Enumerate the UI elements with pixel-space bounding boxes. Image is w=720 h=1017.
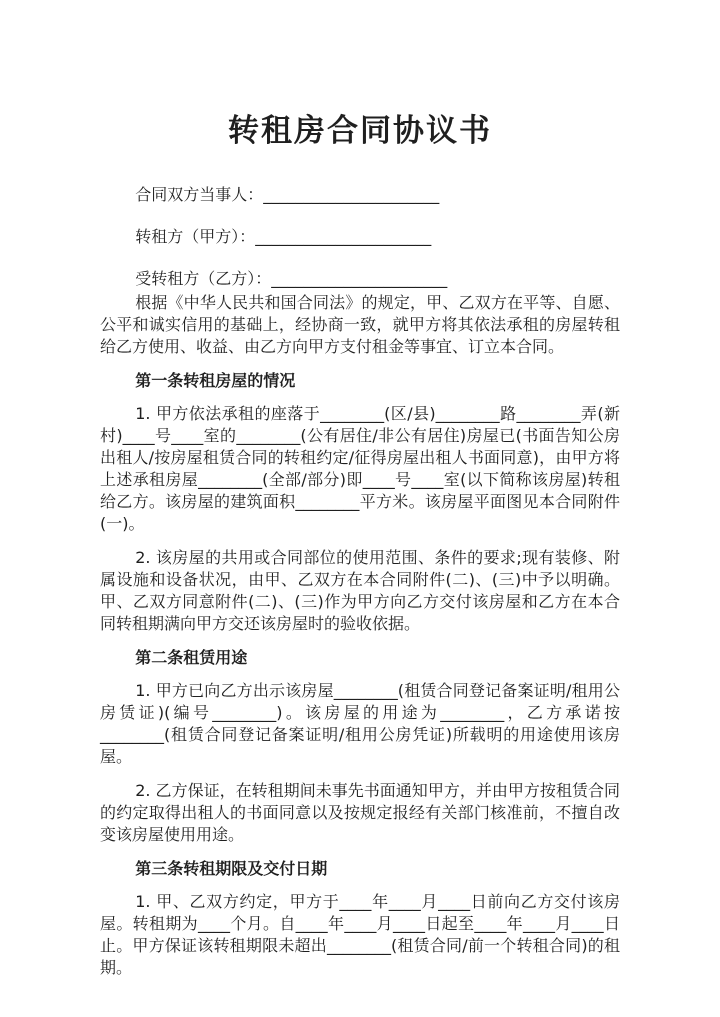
party-line-both-parties: 合同双方当事人：______________________ [135,185,440,204]
section-1-heading: 第一条转租房屋的情况 [135,371,296,390]
section-3-heading: 第三条转租期限及交付日期 [135,859,328,878]
section-2-clause-2: 2. 乙方保证，在转租期间未事先书面通知甲方，并由甲方按租赁合同的约定取得出租人的书面同意以及按规定报经有关部门核准前，不擅自改变该房屋使用用途。 [100,781,620,844]
section-2-heading: 第二条租赁用途 [135,648,248,667]
intro-paragraph: 根据《中华人民共和国合同法》的规定，甲、乙双方在平等、自愿、公平和诚实信用的基础上，经协商一致，就甲方将其依法承租的房屋转租给乙方使用、收益、由乙方向甲方支付租金等事宜、订立本合同。 [100,293,620,356]
section-1-clause-1: 1. 甲方依法承租的座落于________(区/县)________路________弄(新村)____号____室的________(公有居住/非公有居住)房屋已(书面告知公房出租人/按房屋租赁合同的转租约定/征得房屋出租人书面同意)，由甲方将上述承租房屋________(全部/部分)即____号____室(以下简称该房屋)转租给乙方。该房屋的建筑面积________平方米。该房屋平面图见本合同附件(一)。 [100,404,620,533]
section-1-clause-2: 2. 该房屋的共用或合同部位的使用范围、条件的要求;现有装修、附属设施和设备状况，由甲、乙双方在本合同附件(二)、(三)中予以明确。甲、乙双方同意附件(二)、(三)作为甲方向乙方交付该房屋和乙方在本合同转租期满向甲方交还该房屋时的验收依据。 [100,548,620,633]
section-3-clause-1: 1. 甲、乙双方约定，甲方于____年____月____日前向乙方交付该房屋。转租期为____个月。自____年____月____日起至____年____月____日止。甲方保证该转租期限未超出________(租赁合同/前一个转租合同)的租期。 [100,892,620,977]
document-title: 转租房合同协议书 [228,113,492,149]
party-line-sublessee: 受转租方（乙方）：______________________ [135,269,448,288]
party-line-sublessor: 转租方（甲方）：______________________ [135,227,432,246]
section-2-clause-1: 1. 甲方已向乙方出示该房屋________(租赁合同登记备案证明/租用公房赁证)(编号________)。该房屋的用途为________，乙方承诺按________(租赁合同登记备案证明/租用公房凭证)所载明的用途使用该房屋。 [100,681,620,766]
